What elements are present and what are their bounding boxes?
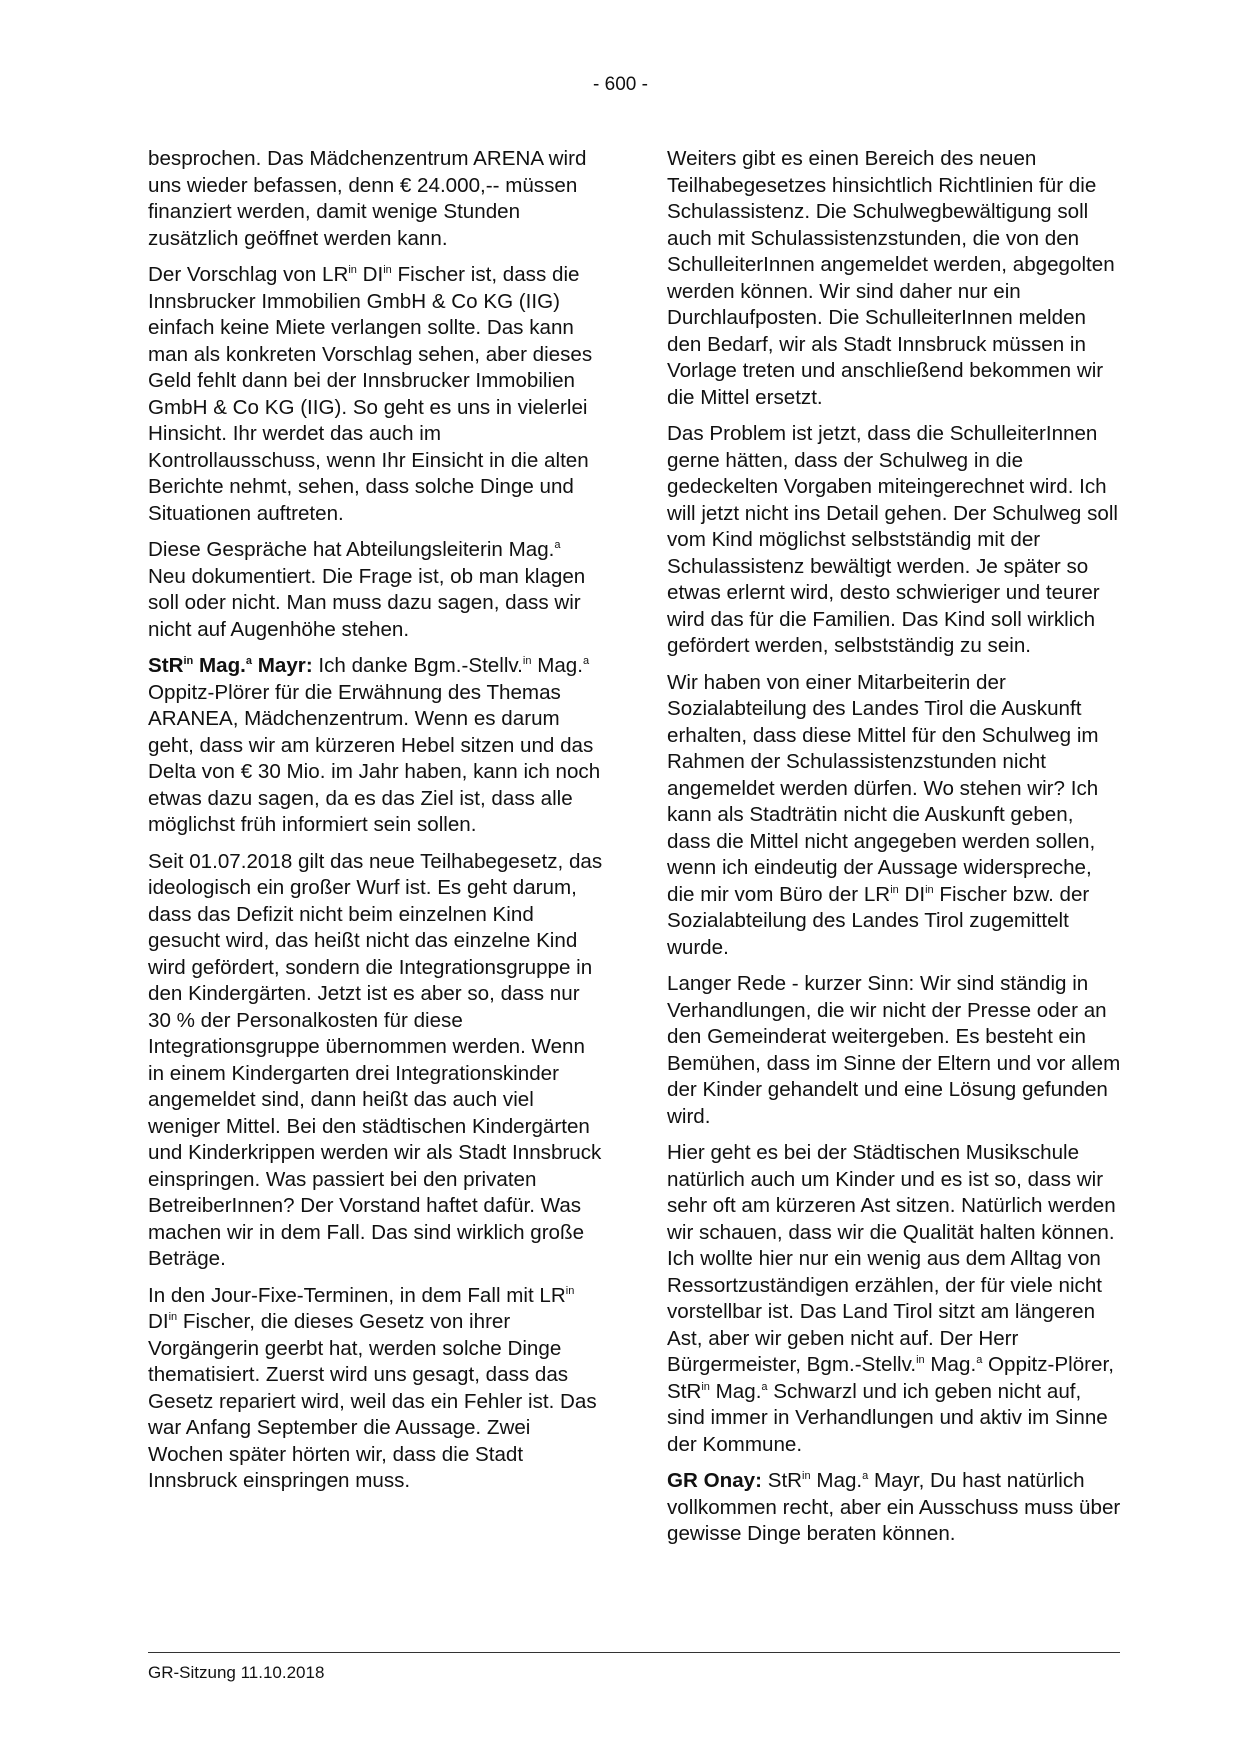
superscript: in (802, 1470, 811, 1483)
superscript: in (565, 1284, 575, 1297)
paragraph (148, 537, 603, 643)
text-run: Mag. (810, 1469, 863, 1492)
text-run: DI (898, 882, 926, 906)
superscript: in (522, 655, 532, 668)
text-run: Fischer, die dieses Gesetz von ihrer Vorgängerin geerbt hat, werden solche Dinge thematisiert. Zuerst wird uns gesagt, dass das Gesetz repariert wird, weil das ein Fehler ist. Das war Anfang September die Aussage. Zwei Wochen später hörten wir, dass die Stadt Innsbruck einspringen muss. (148, 1310, 597, 1492)
superscript: in (183, 655, 194, 668)
paragraph (667, 670, 1122, 962)
text-run: Mag. (709, 1379, 762, 1403)
text-run: Der Vorschlag von LR (148, 263, 349, 286)
paragraph: Das Problem ist jetzt, dass die SchulleiterInnen gerne hätten, dass der Schulweg in die gedeckelten Vorgaben miteingerechnet wird. Ich will jetzt nicht ins Detail gehen. Der Schulweg soll vom Kind möglichst selbstständig mit der Schulassistenz bewältigt werden. Je später so etwas erlernt wird, desto schwieriger und teurer wird das für die Familien. Das Kind soll wirklich gefördert werden, selbstständig zu sein. (667, 422, 1118, 657)
text-run: Oppitz-Plörer für die Erwähnung des Themas ARANEA, Mädchenzentrum. Wenn es darum geht, dass wir am kürzeren Hebel sitzen und das Delta von € 30 Mio. im Jahr haben, kann ich noch etwas dazu sagen, da es das Ziel ist, dass alle möglichst früh informiert sein sollen. (148, 680, 601, 836)
superscript: in (890, 883, 899, 896)
paragraph (667, 1468, 1122, 1548)
paragraph (148, 653, 603, 839)
speaker-name (148, 654, 313, 677)
text-run: In den Jour-Fixe-Terminen, in dem Fall mit LR (148, 1283, 566, 1307)
text-run: Mayr, Du hast natürlich vollkommen recht, aber ein Ausschuss muss über gewisse Dinge beraten können. (667, 1469, 1121, 1545)
text-run: Diese Gespräche hat Abteilungsleiterin Mag. (148, 538, 555, 561)
left-column (148, 146, 603, 1505)
superscript: in (168, 1311, 178, 1324)
footer-text: GR-Sitzung 11.10.2018 (148, 1663, 325, 1682)
text-run: Fischer bzw. der Sozialabteilung des Landes Tirol zugemittelt wurde. (667, 882, 1090, 959)
paragraph: Langer Rede - kurzer Sinn: Wir sind ständig in Verhandlungen, die wir nicht der Presse oder an den Gemeinderat weitergeben. Es besteht ein Bemühen, dass im Sinne der Eltern und vor allem der Kinder gehandelt und eine Lösung gefunden wird. (667, 972, 1121, 1128)
text-run: StR (761, 1469, 803, 1492)
text-run: Fischer ist, dass die Innsbrucker Immobilien GmbH & Co KG (IIG) einfach keine Miete verlangen sollte. Das kann man als konkreten Vorschlag sehen, aber dieses Geld fehlt dann bei der Innsbrucker Immobilien GmbH & Co KG (IIG). So geht es uns in vielerlei Hinsicht. Ihr werdet das auch im Kontrollausschuss, wenn Ihr Einsicht in die alten Berichte nehmt, sehen, dass solche Dinge und Situationen auftreten. (148, 263, 593, 525)
text-run: Mayr: (252, 654, 313, 677)
text-run: Hier geht es bei der Städtischen Musikschule natürlich auch um Kinder und es ist so, dass wir sehr oft am kürzeren Ast sitzen. Natürlich werden wir schauen, dass wir die Qualität halten können. Ich wollte hier nur ein wenig aus dem Alltag von Ressortzuständigen erzählen, der für viele nicht vorstellbar ist. Das Land Tirol sitzt am längeren Ast, aber wir geben nicht auf. Der Herr Bürgermeister, Bgm.-Stellv. (667, 1141, 1116, 1376)
paragraph (667, 1140, 1122, 1458)
text-run: DI (148, 1310, 169, 1333)
speaker-name: GR Onay: (667, 1469, 762, 1492)
text-run: Mag. (924, 1353, 977, 1376)
superscript: in (916, 1354, 925, 1367)
page-number: - 600 - (593, 74, 648, 95)
superscript: in (348, 264, 357, 277)
text-run: StR (148, 654, 184, 677)
superscript: a (761, 1380, 768, 1393)
footer-divider (148, 1652, 1120, 1653)
paragraph: Weiters gibt es einen Bereich des neuen Teilhabegesetzes hinsichtlich Richtlinien für die Schulassistenz. Die Schulwegbewältigung soll auch mit Schulassistenzstunden, die von den SchulleiterInnen angemeldet werden, abgegolten werden können. Wir sind daher nur ein Durchlaufposten. Die SchulleiterInnen melden den Bedarf, wir als Stadt Innsbruck müssen in Vorlage treten und anschließend bekommen wir die Mittel ersetzt. (667, 147, 1115, 409)
superscript: a (582, 655, 590, 668)
text-run: Schwarzl und ich geben nicht auf, sind immer in Verhandlungen und aktiv im Sinne der Kommune. (667, 1379, 1108, 1456)
right-column (667, 146, 1122, 1558)
text-run: Mag. (193, 654, 246, 677)
superscript: a (245, 655, 253, 668)
text-run: Neu dokumentiert. Die Frage ist, ob man klagen soll oder nicht. Man muss dazu sagen, dass wir nicht auf Augenhöhe stehen. (148, 564, 586, 641)
paragraph: besprochen. Das Mädchenzentrum ARENA wird uns wieder befassen, denn € 24.000,-- müssen finanziert werden, damit wenige Stunden zusätzlich geöffnet werden kann. (148, 147, 587, 250)
text-run: Ich danke Bgm.-Stellv. (312, 654, 523, 677)
text-run: Wir haben von einer Mitarbeiterin der Sozialabteilung des Landes Tirol die Auskunft erhalten, dass diese Mittel für den Schulweg im Rahmen der Schulassistenzstunden nicht angemeldet werden dürfen. Wo stehen wir? Ich kann als Stadträtin nicht die Auskunft geben, dass die Mittel nicht angegeben werden sollen, wenn ich eindeutig der Aussage widerspreche, die mir vom Büro der LR (667, 670, 1099, 906)
text-run: Oppitz-Plörer, StR (667, 1353, 1114, 1403)
text-run: DI (356, 263, 384, 286)
superscript: in (383, 264, 392, 277)
superscript: a (554, 539, 561, 552)
superscript: in (701, 1380, 710, 1393)
superscript: a (862, 1470, 869, 1483)
superscript: in (925, 883, 934, 896)
paragraph (148, 1283, 603, 1495)
paragraph (148, 262, 603, 527)
text-run: Mag. (531, 654, 583, 677)
paragraph: Seit 01.07.2018 gilt das neue Teilhabegesetz, das ideologisch ein großer Wurf ist. Es geht darum, dass das Defizit nicht beim einzelnen Kind gesucht wird, das heißt nicht das einzelne Kind wird gefördert, sondern die Integrationsgruppe in den Kindergärten. Jetzt ist es aber so, dass nur 30 % der Personalkosten für diese Integrationsgruppe übernommen werden. Wenn in einem Kindergarten drei Integrationskinder angemeldet sind, dann heißt das auch viel weniger Mittel. Bei den städtischen Kindergärten und Kinderkrippen werden wir als Stadt Innsbruck einspringen. Was passiert bei den privaten BetreiberInnen? Der Vorstand haftet dafür. Was machen wir in dem Fall. Das sind wirklich große Beträge. (148, 849, 603, 1270)
superscript: a (976, 1354, 983, 1367)
